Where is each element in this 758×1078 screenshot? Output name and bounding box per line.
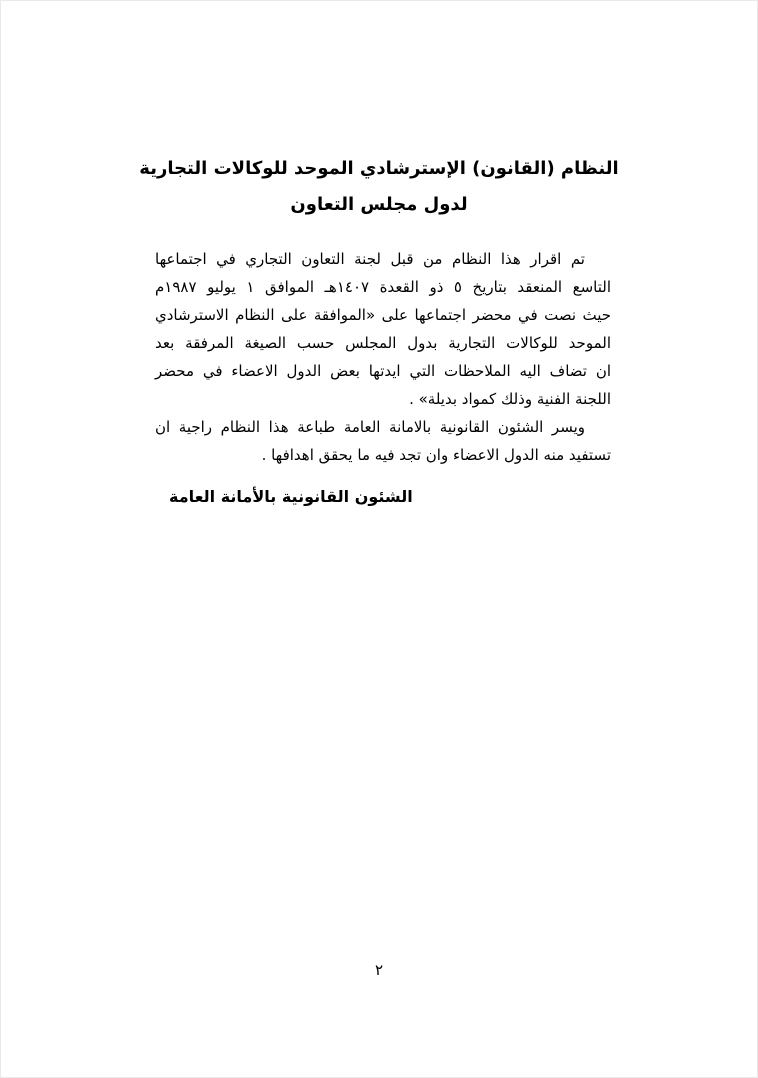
document-body [155, 245, 611, 469]
paragraph-1-line-4: الموحد للوكالات التجارية بدول المجلس حسب الصيغة المرفقة بعد [155, 334, 611, 352]
document-title [1, 151, 757, 223]
paragraph-1-line-5: ان تضاف اليه الملاحظات التي ايدتها بعض الدول الاعضاء في محضر [155, 362, 611, 380]
paragraph-2-line-2: تستفيد منه الدول الاعضاء وان تجد فيه ما يحقق اهدافها . [261, 446, 611, 464]
paragraph-1-line-2: التاسع المنعقد بتاريخ ٥ ذو القعدة ١٤٠٧هـ الموافق ١ يوليو ١٩٨٧م [155, 278, 611, 296]
page-number: ٢ [374, 961, 384, 979]
paragraph-2-line-1: ويسر الشئون القانونية بالامانة العامة طباعة هذا النظام راجية ان [155, 418, 585, 436]
signature-line: الشئون القانونية بالأمانة العامة [169, 487, 413, 506]
paragraph-1-line-1: تم اقرار هذا النظام من قبل لجنة التعاون التجاري في اجتماعها [155, 250, 585, 268]
paragraph-1-line-6: اللجنة الفنية وذلك كمواد بديلة» . [409, 390, 611, 408]
title-line-2: لدول مجلس التعاون [290, 194, 468, 215]
title-line-1: النظام (القانون) الإسترشادي الموحد للوكالات التجارية [139, 158, 619, 179]
paragraph-1 [155, 245, 611, 413]
paragraph-1-line-3: حيث نصت في محضر اجتماعها على «الموافقة على النظام الاسترشادي [155, 306, 611, 324]
paragraph-2 [155, 413, 611, 469]
